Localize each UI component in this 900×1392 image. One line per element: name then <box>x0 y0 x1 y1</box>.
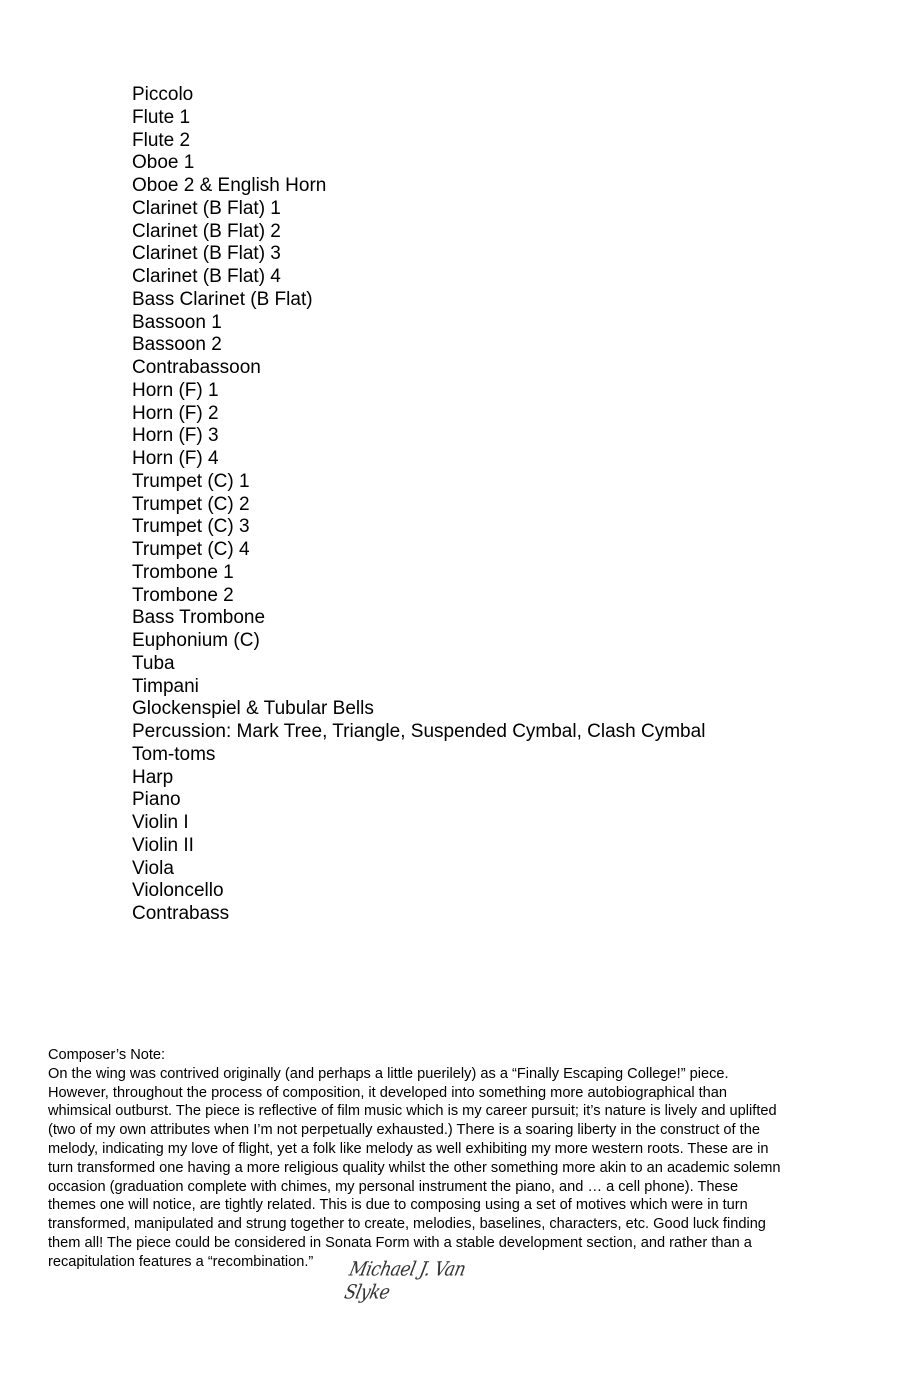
instrument-item: Flute 1 <box>132 106 191 128</box>
instrument-item: Horn (F) 4 <box>132 448 219 469</box>
instrument-item: Clarinet (B Flat) 4 <box>132 266 281 287</box>
instrument-item: Tuba <box>132 652 175 674</box>
instrument-item: Bass Trombone <box>132 607 266 629</box>
instrument-item: Trumpet (C) 4 <box>132 539 250 560</box>
instrument-item: Percussion: Mark Tree, Triangle, Suspended Cymbal, Clash Cymbal <box>132 721 706 742</box>
signature-text: Michael J. Van Slyke <box>342 1258 468 1304</box>
composer-note-body: On the wing was contrived originally (and perhaps a little puerilely) as a “Finally Escaping College!” piece. However, throughout the process of composition, it developed into something more autobiographical than whimsical outburst. The piece is reflective of film music which is my career pursuit; it’s nature is lively and uplifted (two of my own attributes when I’m not perpetually exhausted.) There is a soaring liberty in the construct of the melody, indicating my love of flight, yet a folk like melody as well exhibiting my more western roots. These are in turn transformed one having a more religious quality whilst the other something more akin to an academic solemn occasion (graduation complete with chimes, my personal instrument the piano, and … a cell phone). These themes one will notice, are tightly related. This is due to composing using a set of motives which were in turn transformed, manipulated and strung together to create, melodies, baselines, characters, etc. Good luck finding them all! The piece could be considered in Sonata Form with a stable development section, and rather than a recapitulation features a “recombination.” <box>48 1065 781 1270</box>
composer-note <box>48 1046 848 1272</box>
instrument-item: Oboe 1 <box>132 152 195 174</box>
instrument-item: Bassoon 2 <box>132 334 222 356</box>
instrument-item: Euphonium (C) <box>132 630 260 651</box>
instrument-list <box>132 84 705 926</box>
instrument-item: Timpani <box>132 675 199 697</box>
instrument-item: Viola <box>132 857 174 879</box>
instrument-item: Trombone 2 <box>132 584 234 606</box>
instrument-item: Violin I <box>132 812 189 833</box>
instrument-item: Harp <box>132 766 174 788</box>
instrument-item: Contrabass <box>132 903 230 924</box>
instrument-item: Trumpet (C) 2 <box>132 493 250 515</box>
instrument-item: Violoncello <box>132 880 224 902</box>
instrument-item: Trombone 1 <box>132 561 234 583</box>
instrument-item: Trumpet (C) 1 <box>132 470 250 492</box>
instrument-item: Piccolo <box>132 84 194 105</box>
instrument-item: Oboe 2 & English Horn <box>132 175 327 196</box>
instrument-item: Bass Clarinet (B Flat) <box>132 288 313 310</box>
instrument-item: Bassoon 1 <box>132 311 222 333</box>
instrument-item: Clarinet (B Flat) 1 <box>132 197 281 219</box>
composer-note-heading: Composer’s Note: <box>48 1047 166 1063</box>
instrument-item: Horn (F) 2 <box>132 402 219 424</box>
instrument-item: Horn (F) 3 <box>132 425 219 447</box>
instrument-item: Contrabassoon <box>132 357 261 378</box>
instrument-item: Clarinet (B Flat) 3 <box>132 243 281 265</box>
instrument-item: Clarinet (B Flat) 2 <box>132 220 281 242</box>
instrument-item: Trumpet (C) 3 <box>132 516 250 538</box>
instrument-item: Violin II <box>132 834 194 856</box>
instrument-item: Tom-toms <box>132 743 216 765</box>
instrument-item: Horn (F) 1 <box>132 379 219 401</box>
handwritten-signature <box>342 1258 512 1304</box>
instrument-item: Glockenspiel & Tubular Bells <box>132 698 374 720</box>
instrument-item: Piano <box>132 789 181 811</box>
instrument-item: Flute 2 <box>132 129 191 151</box>
